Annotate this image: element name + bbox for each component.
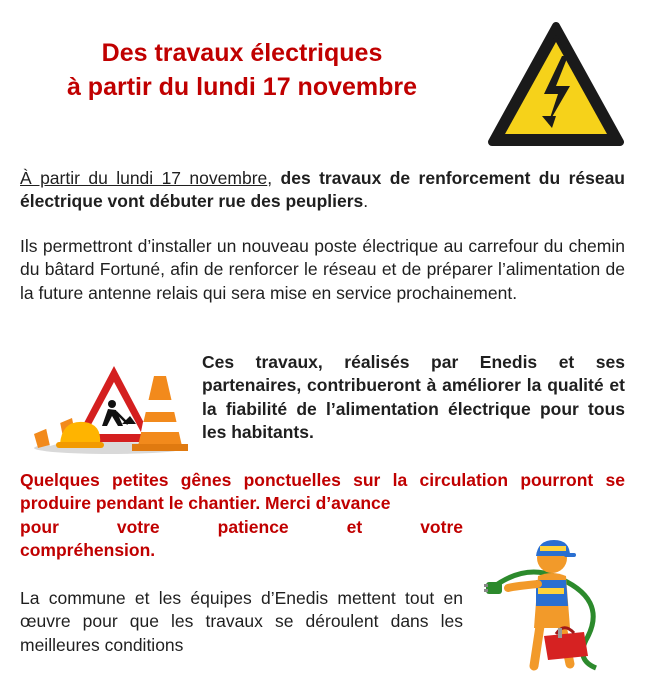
closing-paragraph: La commune et les équipes d’Enedis mettent tout en œuvre pour que les travaux se déroulent dans les meilleures conditions xyxy=(20,588,463,655)
notice-line-4: compréhension. xyxy=(20,539,156,560)
title-line-1: Des travaux électriques xyxy=(101,39,383,67)
page-title xyxy=(0,36,484,104)
title-line-2: à partir du lundi 17 novembre xyxy=(66,73,418,101)
notice-text: Quelques petites gênes ponctuelles sur la circulation pourront se produire pendant le chantier. Merci d’avance xyxy=(20,470,625,514)
roadwork-illustration xyxy=(30,362,190,456)
intro-highlight: des travaux de renforcement du réseau électrique vont débuter rue des peupliers xyxy=(20,168,626,212)
intro-period: . xyxy=(363,191,369,212)
enedis-paragraph: Ces travaux, réalisés par Enedis et ses partenaires, contribueront à améliorer la qualité et la fiabilité de l’alimentation électrique pour tous les habitants. xyxy=(202,352,625,442)
intro-date: À partir du lundi 17 novembre xyxy=(20,168,268,188)
substation-paragraph: Ils permettront d’installer un nouveau poste électrique au carrefour du chemin du bâtard Fortuné, afin de renforcer le réseau et de préparer l’alimentation de la future antenne relais qui sera mise en service prochainement. xyxy=(20,236,625,303)
intro-comma: , xyxy=(267,168,281,188)
intro-paragraph xyxy=(20,167,625,214)
electric-warning-icon xyxy=(486,20,626,150)
notice-line-3: pour votre patience et votre xyxy=(20,516,463,537)
electrician-illustration xyxy=(484,536,614,672)
